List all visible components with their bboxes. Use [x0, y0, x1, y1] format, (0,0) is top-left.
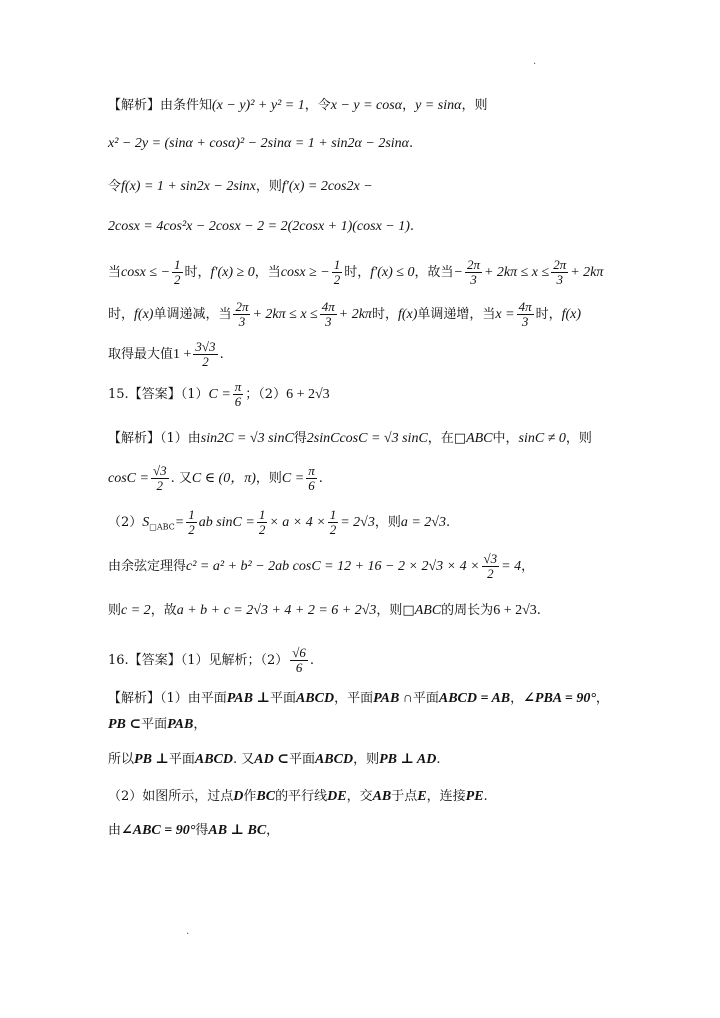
analysis-15-line3	[108, 508, 450, 537]
text: .	[309, 653, 315, 668]
text: ；（2）	[245, 387, 287, 402]
text: 平面	[168, 752, 195, 767]
math: BC	[256, 789, 276, 804]
text: .	[536, 603, 541, 618]
math: + 2kπ ≤ x ≤	[483, 265, 550, 280]
analysis-14-line2	[108, 135, 413, 153]
page-mark-bottom: .	[186, 926, 190, 937]
analysis-14-line4	[108, 218, 414, 236]
math: cosx ≤ −	[121, 265, 171, 280]
math: C =	[281, 471, 305, 486]
fraction: $\frac{3√3}{2}$	[195, 339, 216, 369]
math: cosC =	[108, 471, 149, 486]
text: . 又	[170, 471, 192, 486]
math: c = 2	[121, 603, 151, 618]
math: PE	[465, 789, 484, 804]
math: sinC ≠ 0	[518, 431, 566, 446]
text: .	[483, 789, 488, 804]
math: AB	[372, 789, 392, 804]
analysis-15-line1	[108, 430, 592, 448]
math: −	[453, 265, 463, 280]
math: PAB ⊥	[226, 691, 270, 706]
text: .	[409, 219, 415, 234]
math: ABC	[414, 603, 442, 618]
analysis-14-line7	[108, 340, 224, 369]
answer-15	[108, 380, 330, 409]
math: ABC	[466, 431, 493, 446]
text: ，	[510, 691, 524, 706]
math: f(x)	[561, 307, 582, 322]
text: （1）由平面	[160, 691, 227, 706]
math: cosx ≥ −	[280, 265, 330, 280]
math: ABCD	[295, 691, 335, 706]
math: ab sinC =	[198, 515, 255, 530]
fraction: $\frac{1}{2}$	[333, 257, 341, 287]
text: 作	[243, 789, 257, 804]
math: sin2C = √3 sinC	[200, 431, 294, 446]
math: PB ⊂	[108, 717, 142, 732]
math: ABCD	[314, 752, 354, 767]
text: 平面	[412, 691, 439, 706]
text: 中，	[492, 431, 519, 446]
text: ，则	[461, 98, 488, 113]
math: =	[174, 515, 185, 530]
page-mark-top: .	[533, 56, 537, 67]
analysis-15-line2	[108, 464, 323, 493]
text: 所以	[108, 752, 135, 767]
analysis-14-line6	[108, 300, 581, 329]
answer-label: 【答案】	[128, 653, 181, 668]
math: a + b + c = 2√3 + 4 + 2 = 6 + 2√3	[176, 603, 377, 618]
question-number: 16.	[108, 653, 129, 668]
math: 1 +	[173, 347, 192, 362]
text: ，则	[255, 179, 282, 194]
math: y = sinα	[415, 98, 462, 113]
text: 时，	[108, 307, 135, 322]
text: .	[445, 515, 451, 530]
analysis-label: 【解析】	[108, 431, 161, 446]
analysis-16-line4	[108, 788, 488, 806]
text: 时，	[535, 307, 562, 322]
math: DE	[327, 789, 347, 804]
text: ，则	[565, 431, 592, 446]
analysis-label: 【解析】由条件知	[108, 98, 213, 113]
text: ，	[402, 98, 416, 113]
text: 的平行线	[275, 789, 328, 804]
text: 由余弦定理得	[108, 559, 187, 574]
text: .	[219, 347, 224, 362]
math: PB ⊥ AD	[379, 752, 437, 767]
text: ，平面	[334, 691, 374, 706]
analysis-14-line5	[108, 258, 603, 287]
math: ∠PBA = 90°	[523, 691, 596, 706]
text: .	[436, 752, 441, 767]
math: PAB ∩	[373, 691, 413, 706]
fraction: $\frac{1}{2}$	[258, 507, 266, 537]
text: .	[318, 471, 323, 486]
fraction: $\frac{4\pi}{3}$	[518, 299, 532, 329]
math: C ∈ (0，π)	[191, 471, 256, 486]
math: ∠ABC = 90°	[121, 823, 196, 838]
math: E	[417, 789, 427, 804]
question-number: 15.	[108, 387, 129, 402]
fraction: $\frac{1}{2}$	[188, 507, 195, 537]
fraction: $\frac{2\pi}{3}$	[553, 257, 567, 287]
text: 令	[108, 179, 122, 194]
text: 平面	[288, 752, 315, 767]
text: ，连接	[426, 789, 466, 804]
math: PB ⊥	[134, 752, 169, 767]
fraction: $\frac{1}{2}$	[174, 257, 181, 287]
text: ，则□	[376, 603, 415, 618]
math: f′(x) ≥ 0	[210, 265, 255, 280]
subscript: □ABC	[149, 522, 175, 532]
analysis-16-line1	[108, 690, 609, 708]
text: ，则	[255, 471, 282, 486]
math: f(x)	[134, 307, 154, 322]
text: ，在□	[427, 431, 467, 446]
text: 时，	[344, 265, 371, 280]
fraction: $\frac{\pi}{6}$	[234, 379, 242, 409]
math: 2cosx = 4cos²x − 2cosx − 2 = 2(2cosx + 1)(cosx − 1)	[108, 219, 410, 234]
math: PAB	[167, 717, 194, 732]
text: 得	[195, 823, 209, 838]
analysis-14-line3	[108, 178, 373, 196]
text: 当	[108, 265, 122, 280]
text: ，当	[254, 265, 281, 280]
math: C =	[208, 387, 231, 402]
text: .	[409, 136, 414, 151]
math: + 2kπ	[570, 265, 604, 280]
math: x² − 2y = (sinα + cosα)² − 2sinα = 1 + sin2α − 2sinα	[108, 136, 410, 151]
text: ，则	[353, 752, 380, 767]
text: 于点	[391, 789, 418, 804]
answer-label: 【答案】	[128, 387, 181, 402]
text: 平面	[269, 691, 296, 706]
text: ，	[521, 559, 535, 574]
text: 单调递增，当	[417, 307, 496, 322]
math: x =	[495, 307, 515, 322]
math: a = 2√3	[400, 515, 446, 530]
math: ABCD = AB	[438, 691, 511, 706]
analysis-16-line3	[108, 751, 441, 769]
text: ，交	[346, 789, 373, 804]
math: (x − y)² + y² = 1	[212, 98, 305, 113]
math: x − y = cosα	[330, 98, 403, 113]
text: 单调递减，当	[153, 307, 232, 322]
math: f(x) = 1 + sin2x − 2sinx	[121, 179, 256, 194]
math: ABCD	[194, 752, 233, 767]
text: （1）由	[160, 431, 201, 446]
text: . 又	[233, 752, 255, 767]
fraction: $\frac{1}{2}$	[329, 507, 337, 537]
text: 则	[108, 603, 122, 618]
text: （2）	[108, 515, 143, 530]
text: （1）见解析；（2）	[180, 653, 289, 668]
text: ，	[193, 717, 207, 732]
text: （2）如图所示，过点	[108, 789, 234, 804]
analysis-16-line5	[108, 822, 279, 840]
math: f(x)	[397, 307, 418, 322]
answer-16	[108, 646, 314, 675]
math: f′(x) = 2cos2x −	[281, 179, 373, 194]
text: ，故当	[414, 265, 454, 280]
analysis-15-line5	[108, 602, 541, 620]
analysis-15-line4	[108, 552, 534, 581]
math: AB ⊥ BC	[208, 823, 267, 838]
text: ，	[595, 691, 609, 706]
fraction: $\frac{√3}{2}$	[483, 551, 498, 581]
text: 由	[108, 823, 122, 838]
math: 6 + 2√3	[286, 387, 330, 402]
fraction: $\frac{2\pi}{3}$	[466, 257, 480, 287]
fraction: $\frac{4\pi}{3}$	[321, 299, 335, 329]
text: 时，	[371, 307, 398, 322]
fraction: $\frac{\pi}{6}$	[308, 463, 315, 493]
math: + 2kπ ≤ x ≤	[252, 307, 318, 322]
analysis-14-line1	[108, 97, 487, 115]
math: AD ⊂	[254, 752, 289, 767]
math: S	[142, 515, 150, 530]
analysis-16-line2	[108, 716, 206, 734]
math: 6 + 2√3	[493, 603, 537, 618]
text: 得	[293, 431, 307, 446]
fraction: $\frac{√3}{2}$	[152, 463, 167, 493]
math: + 2kπ	[338, 307, 372, 322]
math: = 2√3	[340, 515, 375, 530]
text: ，	[266, 823, 280, 838]
fraction: $\frac{2\pi}{3}$	[235, 299, 249, 329]
text: 平面	[141, 717, 168, 732]
text: ，令	[304, 98, 331, 113]
math: = 4	[501, 559, 522, 574]
text: （1）	[180, 387, 209, 402]
analysis-label: 【解析】	[108, 691, 161, 706]
text: 取得最大值	[108, 347, 174, 362]
math: 2sinCcosC = √3 sinC	[306, 431, 428, 446]
text: 时，	[184, 265, 211, 280]
text: 的周长为	[441, 603, 494, 618]
math: f′(x) ≤ 0	[370, 265, 415, 280]
math: × a × 4 ×	[269, 515, 326, 530]
math: c² = a² + b² − 2ab cosC = 12 + 16 − 2 × 2√3 × 4 ×	[186, 559, 480, 574]
math: D	[233, 789, 244, 804]
fraction: $\frac{√6}{6}$	[292, 645, 306, 675]
text: ，故	[150, 603, 177, 618]
text: ，则	[374, 515, 401, 530]
